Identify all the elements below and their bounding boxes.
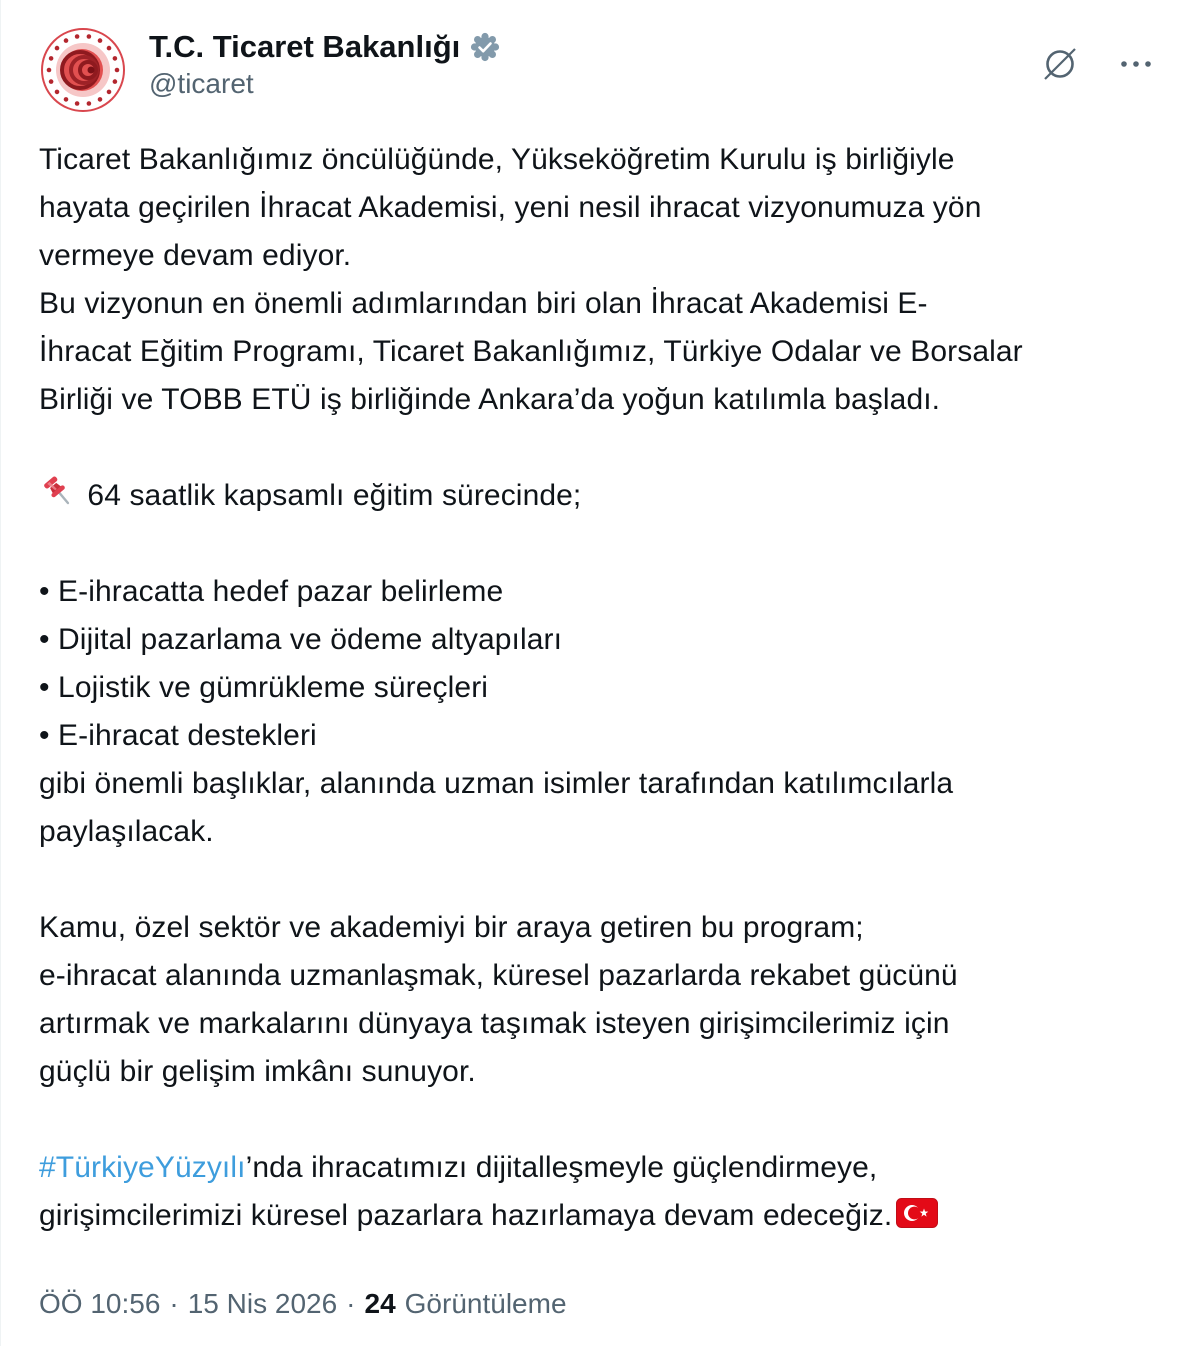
tweet-text-paragraph [39, 136, 1160, 424]
tweet-text-segment: güçlü bir gelişim imkânı sunuyor. [39, 1055, 476, 1088]
pushpin-emoji [39, 474, 75, 510]
tweet-text-paragraph [39, 568, 1160, 856]
tweet-text-segment: girişimcilerimizi küresel pazarlara hazırlamaya devam edeceğiz. [39, 1199, 893, 1232]
tweet-text-line [39, 1048, 1160, 1096]
tweet-text-line [39, 664, 1160, 712]
tweet-text-line [39, 280, 1160, 328]
post-date[interactable]: 15 Nis 2026 [187, 1288, 338, 1319]
tweet-text-paragraph [39, 472, 1160, 520]
tweet-text-segment: Bu vizyonun en önemli adımlarından biri olan İhracat Akademisi E- [39, 287, 928, 320]
tweet-text-line [39, 472, 1160, 520]
tweet-text-line [39, 712, 1160, 760]
tweet-text-paragraph [39, 1144, 1160, 1240]
tweet-text-segment: 64 saatlik kapsamlı eğitim sürecinde; [79, 479, 582, 512]
tweet-text-segment: • E-ihracatta hedef pazar belirleme [39, 575, 504, 608]
tweet-text-line [39, 760, 1160, 808]
tweet-meta [39, 1286, 1160, 1322]
tweet-text-line [39, 1144, 1160, 1192]
tweet-text-line [39, 376, 1160, 424]
ministry-logo-icon [39, 26, 127, 114]
tweet-text-segment: Kamu, özel sektör ve akademiyi bir araya getiren bu program; [39, 911, 864, 944]
turkey-flag-icon [896, 1198, 938, 1228]
tweet-text-line [39, 568, 1160, 616]
tweet-text-line [39, 616, 1160, 664]
avatar[interactable] [39, 26, 127, 114]
tweet-text-segment: e-ihracat alanında uzmanlaşmak, küresel pazarlarda rekabet gücünü [39, 959, 958, 992]
tweet-card [1, 0, 1200, 1322]
user-handle[interactable]: @ticaret [149, 68, 254, 99]
meta-separator: · [169, 1288, 179, 1319]
header-actions [1036, 26, 1160, 88]
display-name[interactable]: T.C. Ticaret Bakanlığı [149, 29, 461, 64]
more-ellipsis-icon [1116, 57, 1156, 71]
identity-block [149, 26, 500, 102]
verified-badge-icon [470, 32, 500, 62]
turkish-flag-emoji [896, 1195, 938, 1225]
tweet-text-segment: Birliği ve TOBB ETÜ iş birliğinde Ankara’da yoğun katılımla başladı. [39, 383, 941, 416]
post-time[interactable]: ÖÖ 10:56 [39, 1288, 161, 1319]
tweet-text-paragraph [39, 904, 1160, 1096]
views-label: Görüntüleme [404, 1288, 567, 1319]
tweet-text-segment: hayata geçirilen İhracat Akademisi, yeni nesil ihracat vizyonumuza yön [39, 191, 982, 224]
meta-separator: · [346, 1288, 356, 1319]
tweet-header [39, 26, 1160, 114]
tweet-text-segment: • Lojistik ve gümrükleme süreçleri [39, 671, 489, 704]
tweet-text-line [39, 1192, 1160, 1240]
tweet-text-line [39, 808, 1160, 856]
tweet-text-line [39, 136, 1160, 184]
views-count: 24 [364, 1288, 396, 1319]
tweet-text-line [39, 184, 1160, 232]
tweet-text-segment: İhracat Eğitim Programı, Ticaret Bakanlığımız, Türkiye Odalar ve Borsalar [39, 335, 1023, 368]
tweet-text-segment: ’nda ihracatımızı dijitalleşmeyle güçlendirmeye, [245, 1151, 878, 1184]
tweet-text-line [39, 232, 1160, 280]
tweet-text-segment: Ticaret Bakanlığımız öncülüğünde, Yükseköğretim Kurulu iş birliğiyle [39, 143, 955, 176]
tweet-text [39, 136, 1160, 1240]
pushpin-icon [39, 474, 75, 510]
tweet-text-segment: vermeye devam ediyor. [39, 239, 352, 272]
grok-button[interactable] [1036, 40, 1084, 88]
hashtag-link[interactable]: #TürkiyeYüzyılı [39, 1151, 246, 1184]
tweet-text-segment: gibi önemli başlıklar, alanında uzman isimler tarafından katılımcılarla [39, 767, 954, 800]
tweet-text-line [39, 328, 1160, 376]
tweet-text-line [39, 1000, 1160, 1048]
tweet-text-segment: • E-ihracat destekleri [39, 719, 317, 752]
tweet-text-line [39, 904, 1160, 952]
grok-slash-icon [1040, 44, 1080, 84]
tweet-text-segment: • Dijital pazarlama ve ödeme altyapıları [39, 623, 563, 656]
more-button[interactable] [1112, 53, 1160, 75]
tweet-text-segment: artırmak ve markalarını dünyaya taşımak isteyen girişimcilerimiz için [39, 1007, 950, 1040]
tweet-text-line [39, 952, 1160, 1000]
tweet-text-segment: paylaşılacak. [39, 815, 214, 848]
